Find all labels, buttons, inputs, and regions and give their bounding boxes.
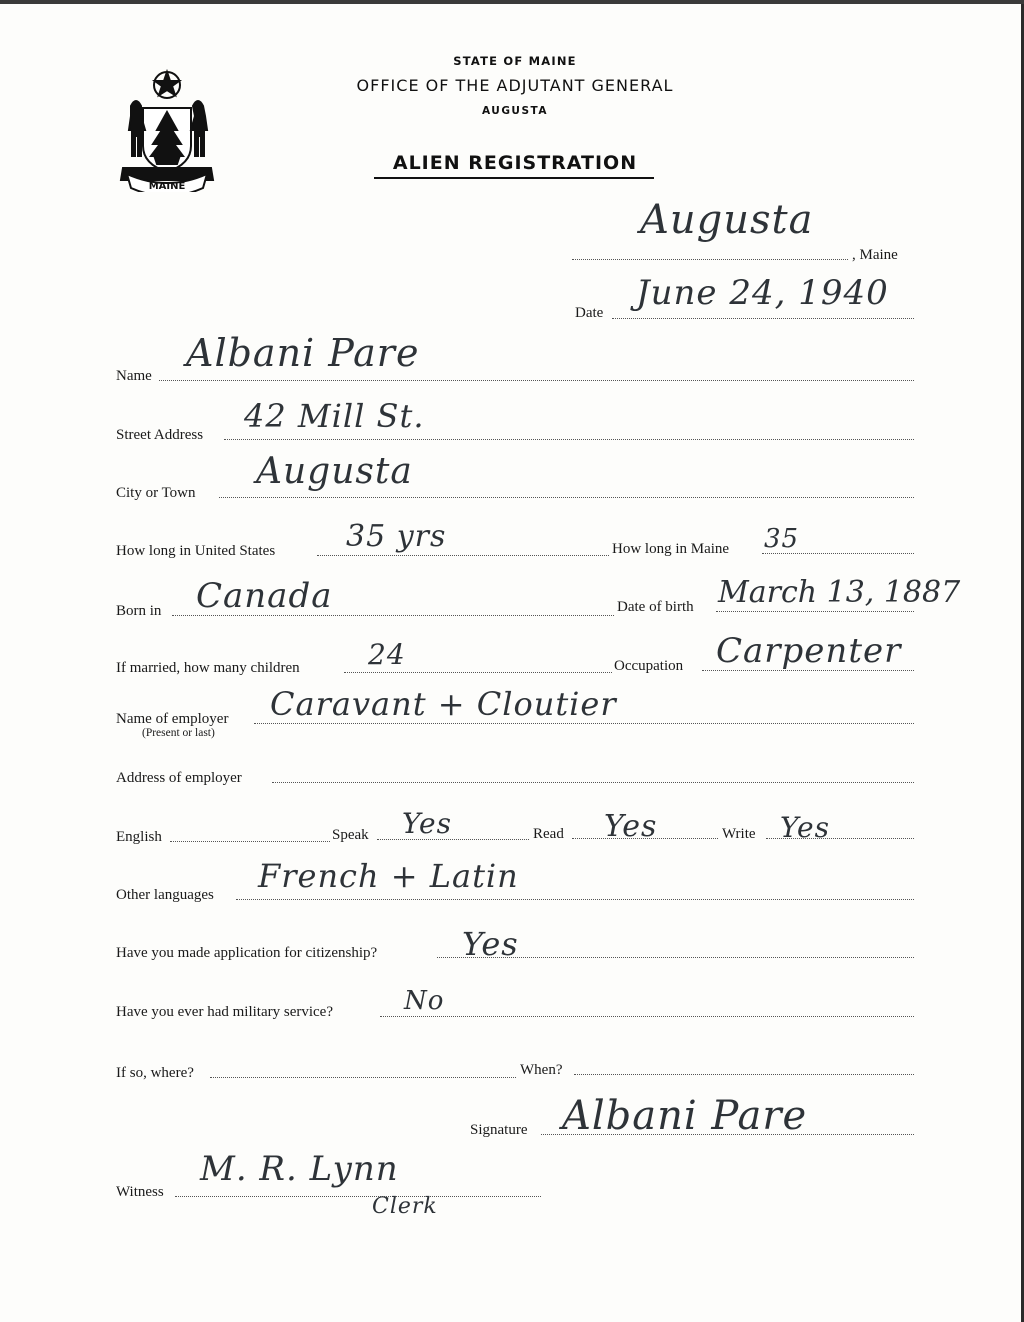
date-value: June 24, 1940: [636, 273, 889, 313]
speak-value: Yes: [402, 807, 452, 840]
header-state: STATE OF MAINE: [453, 54, 577, 68]
date-label: Date: [575, 305, 604, 321]
dob-line: [716, 611, 914, 612]
read-label: Read: [533, 826, 564, 842]
title-underline: [374, 177, 654, 179]
name-label: Name: [116, 368, 152, 384]
state-seal-icon: [113, 68, 221, 192]
place-suffix: , Maine: [852, 247, 898, 263]
signature-value: Albani Pare: [562, 1093, 808, 1139]
citizenship-value: Yes: [462, 925, 519, 963]
street-value: 42 Mill St.: [244, 397, 425, 435]
header-city: AUGUSTA: [481, 105, 548, 117]
employer-line: [254, 723, 914, 724]
employer-label: Name of employer: [116, 711, 229, 727]
military-label: Have you ever had military service?: [116, 1004, 333, 1020]
place-value: Augusta: [640, 197, 814, 243]
maine-years-value: 35: [764, 524, 800, 554]
form-title: ALIEN REGISTRATION: [392, 152, 638, 174]
us-years-value: 35 yrs: [346, 519, 447, 554]
write-value: Yes: [780, 811, 830, 844]
us-years-line: [317, 555, 609, 556]
dob-value: March 13, 1887: [718, 575, 961, 610]
english-label: English: [116, 829, 162, 845]
occupation-value: Carpenter: [716, 631, 902, 671]
street-line: [224, 439, 914, 440]
witness-label: Witness: [116, 1184, 164, 1200]
english-line: [170, 841, 330, 842]
svg-text:MAINE: MAINE: [148, 181, 186, 192]
us-years-label: How long in United States: [116, 543, 276, 559]
write-label: Write: [722, 826, 756, 842]
citizenship-label: Have you made application for citizenship?: [116, 945, 378, 961]
when-line: [574, 1074, 914, 1075]
street-label: Street Address: [116, 427, 204, 443]
when-label: When?: [520, 1062, 563, 1078]
name-value: Albani Pare: [186, 331, 420, 375]
employer-sublabel: (Present or last): [142, 727, 215, 739]
name-line: [159, 380, 914, 381]
read-value: Yes: [604, 809, 658, 844]
occupation-label: Occupation: [614, 658, 684, 674]
children-label: If married, how many children: [116, 660, 300, 676]
military-line: [380, 1016, 914, 1017]
born-label: Born in: [116, 603, 162, 619]
where-label: If so, where?: [116, 1065, 194, 1081]
where-line: [210, 1077, 516, 1078]
speak-label: Speak: [332, 827, 369, 843]
children-value: 24: [368, 638, 406, 671]
speak-line: [377, 839, 529, 840]
children-line: [344, 672, 612, 673]
city-line: [219, 497, 914, 498]
city-label: City or Town: [116, 485, 196, 501]
employer-value: Caravant + Cloutier: [270, 685, 617, 723]
witness-line: [175, 1196, 541, 1197]
header-office: OFFICE OF THE ADJUTANT GENERAL: [356, 76, 674, 95]
place-line: [572, 259, 848, 260]
maine-years-label: How long in Maine: [612, 541, 730, 557]
other-languages-value: French + Latin: [258, 857, 519, 895]
employer-address-label: Address of employer: [116, 770, 242, 786]
born-value: Canada: [196, 576, 333, 616]
scan-edge: [0, 0, 1024, 4]
military-value: No: [404, 986, 445, 1016]
city-value: Augusta: [256, 451, 413, 492]
witness-value: M. R. Lynn: [200, 1149, 399, 1189]
other-languages-label: Other languages: [116, 887, 214, 903]
employer-address-line: [272, 782, 914, 783]
dob-label: Date of birth: [617, 599, 694, 615]
other-languages-line: [236, 899, 914, 900]
date-line: [612, 318, 914, 319]
witness-title: Clerk: [372, 1194, 438, 1219]
signature-label: Signature: [470, 1122, 528, 1138]
